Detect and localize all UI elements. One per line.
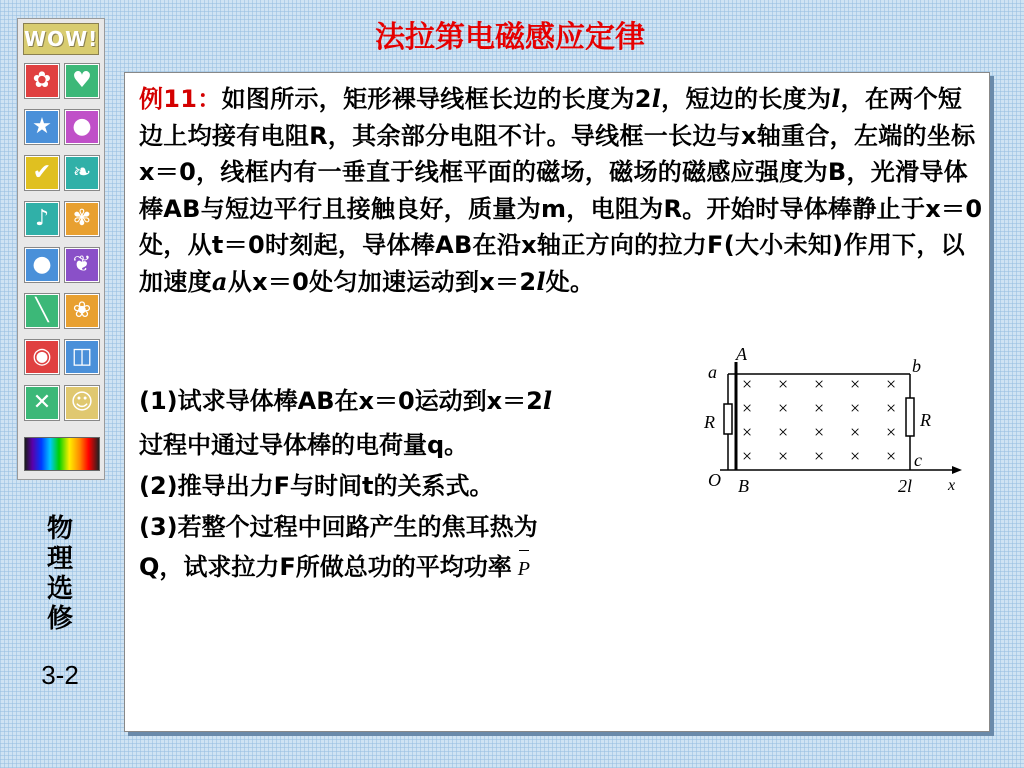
math-variable: a: [211, 266, 228, 296]
label-x: x: [948, 477, 956, 494]
question-3-line-2: [139, 547, 530, 589]
cup-icon[interactable]: ◫: [65, 340, 99, 374]
field-cross-mark: ×: [850, 374, 861, 394]
label-b: b: [912, 356, 921, 376]
field-cross-mark: ×: [814, 374, 825, 394]
q1-var-l: l: [542, 386, 552, 415]
field-cross-mark: ×: [814, 446, 825, 466]
body-text-segment: 如图所示，矩形裸导线框长边的长度为2: [221, 85, 652, 113]
heart-icon[interactable]: ♥: [65, 64, 99, 98]
body-text-segment: 从x＝0处匀加速运动到x＝2: [227, 267, 537, 296]
field-cross-mark: ×: [778, 398, 789, 418]
leaf-icon[interactable]: ❦: [65, 248, 99, 282]
label-c: c: [914, 450, 922, 470]
subject-char: 选: [46, 574, 73, 604]
label-A: A: [736, 348, 747, 364]
field-cross-mark: ×: [778, 446, 789, 466]
field-cross-mark: ×: [778, 374, 789, 394]
field-cross-mark: ×: [778, 422, 789, 442]
volume-label: 3-2: [41, 660, 79, 690]
label-O: O: [708, 470, 721, 490]
circle-icon[interactable]: ●: [65, 110, 99, 144]
sidebar-toolbar: [17, 18, 105, 480]
problem-statement: [139, 81, 984, 300]
body-text-segment: 处。: [545, 267, 595, 296]
fish-icon[interactable]: ❧: [65, 156, 99, 190]
problem-body: [139, 85, 982, 296]
question-1-line-2: 过程中通过导体棒的电荷量q。: [139, 431, 469, 459]
average-power-symbol: P: [518, 549, 530, 589]
field-cross-mark: ×: [886, 374, 897, 394]
cross-icon[interactable]: ✕: [25, 386, 59, 420]
field-cross-mark: ×: [742, 374, 753, 394]
body-text-segment: ，在两个短边上均接有电阻R，其余部分电阻不计。导线框一长边与x轴重合，左端的坐标x＝0，线框内有一垂直于线框平面的磁场，磁场的磁感应强度为B，光滑导体棒AB与短边平行且接触良好，质量为m，电阻为R。开始时导体棒静止于x＝0处，从t＝0时刻起，导体棒AB在沿x轴正方向的拉力F(大小未知)作用下，以加速度: [139, 85, 983, 296]
flowers-icon[interactable]: ❀: [65, 294, 99, 328]
resistor-left: [724, 404, 732, 434]
field-cross-mark: ×: [850, 398, 861, 418]
subject-char: 物: [46, 514, 73, 544]
label-B: B: [738, 476, 749, 496]
label-2l: 2l: [898, 476, 913, 496]
music-icon[interactable]: ♪: [25, 202, 59, 236]
field-cross-mark: ×: [814, 422, 825, 442]
flower-icon[interactable]: ✿: [25, 64, 59, 98]
label-R-right: R: [920, 410, 931, 430]
field-cross-mark: ×: [850, 446, 861, 466]
check-icon[interactable]: ✔: [25, 156, 59, 190]
x-axis-arrow-icon: [952, 466, 962, 474]
body-text-segment: ，短边的长度为: [661, 85, 832, 113]
math-variable: l: [651, 84, 662, 113]
field-cross-mark: ×: [814, 398, 825, 418]
field-cross-mark: ×: [742, 398, 753, 418]
apple-icon[interactable]: ●: [25, 248, 59, 282]
wow-logo: WOW!: [23, 23, 99, 55]
smiley-icon[interactable]: ☺: [65, 386, 99, 420]
star-icon[interactable]: ★: [25, 110, 59, 144]
field-cross-mark: ×: [886, 422, 897, 442]
line-icon[interactable]: ╲: [25, 294, 59, 328]
q1-text: (1)试求导体棒AB在x＝0运动到x＝2: [139, 387, 543, 415]
field-cross-mark: ×: [886, 446, 897, 466]
q3-text: Q，试求拉力F所做总功的平均功率: [139, 553, 512, 581]
question-1-line-1: [139, 381, 552, 421]
math-variable: l: [831, 84, 841, 113]
question-2: (2)推导出力F与时间t的关系式。: [139, 472, 494, 500]
field-cross-mark: ×: [886, 398, 897, 418]
subject-char: 修: [46, 604, 73, 634]
slide-title: 法拉第电磁感应定律: [375, 20, 645, 55]
color-spectrum-bar: [24, 437, 100, 471]
field-cross-mark: ×: [850, 422, 861, 442]
field-cross-mark: ×: [742, 422, 753, 442]
magnetic-field-marks: [742, 374, 896, 466]
label-R-left: R: [704, 412, 715, 432]
example-label: 例11：: [139, 85, 222, 113]
question-3-line-1: (3)若整个过程中回路产生的焦耳热为: [139, 513, 538, 541]
circuit-figure: [700, 348, 970, 498]
label-a: a: [708, 362, 717, 382]
subject-char: 理: [46, 544, 73, 574]
subject-label: [40, 514, 80, 634]
field-cross-mark: ×: [742, 446, 753, 466]
resistor-right: [906, 398, 914, 436]
math-variable: l: [536, 266, 546, 296]
lips-icon[interactable]: ◉: [25, 340, 59, 374]
circuit-diagram: [700, 348, 970, 498]
butterfly-icon[interactable]: ✾: [65, 202, 99, 236]
